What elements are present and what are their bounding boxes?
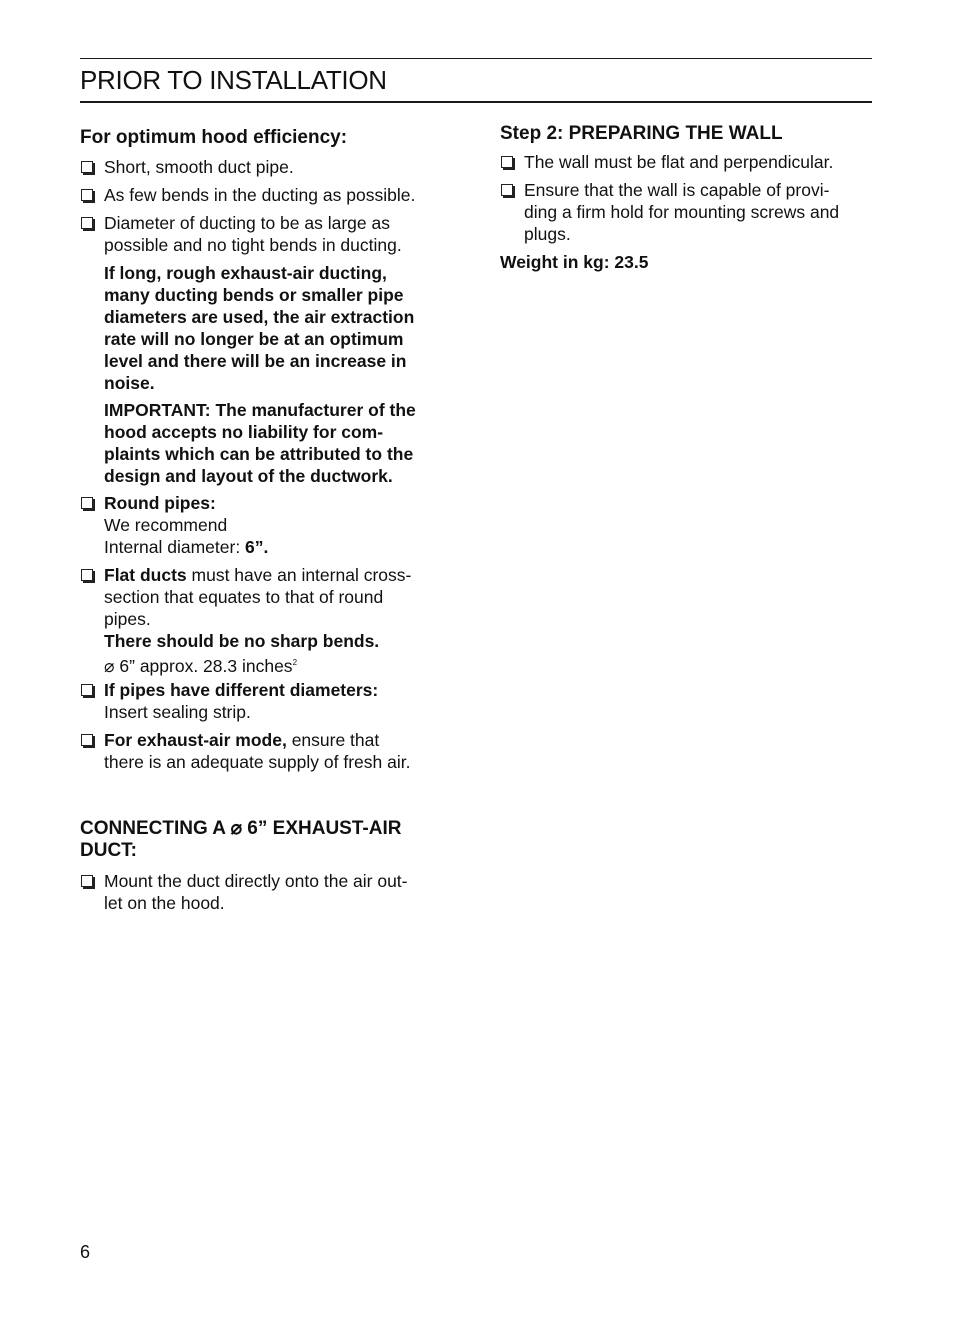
header-top-rule xyxy=(80,58,872,59)
weight-label: Weight in kg: 23.5 xyxy=(500,252,649,272)
list-item: Ensure that the wall is capable of provi- ding a firm hold for mounting screws and plugs. xyxy=(500,179,880,245)
checkbox-bullet-icon xyxy=(81,734,93,746)
checkbox-bullet-icon xyxy=(81,217,93,229)
list-item: Short, smooth duct pipe. xyxy=(80,156,452,178)
important-note: IMPORTANT: The manufacturer of the hood accepts no liability for com- plaints which can be attributed to the design and layout of the ductwork. xyxy=(104,400,416,486)
list-item-exhaust-mode: For exhaust-air mode, ensure that there is an adequate supply of fresh air. xyxy=(80,729,452,773)
section-heading-wall: Step 2: PREPARING THE WALL xyxy=(500,123,783,144)
list-item: Diameter of ducting to be as large as possible and no tight bends in ducting. xyxy=(80,212,452,256)
section-heading-efficiency: For optimum hood efficiency: xyxy=(80,127,348,148)
header-bottom-rule xyxy=(80,101,872,103)
checkbox-bullet-icon xyxy=(81,497,93,509)
list-item: As few bends in the ducting as possible. xyxy=(80,184,452,206)
checkbox-bullet-icon xyxy=(501,184,513,196)
page-title: PRIOR TO INSTALLATION xyxy=(80,65,387,95)
list-item: The wall must be flat and perpendicular. xyxy=(500,151,880,173)
warning-note: If long, rough exhaust-air ducting, many ducting bends or smaller pipe diameters are used, the air extraction rate will no longer be at an optimum level and there will be an increase in noise. xyxy=(104,263,415,393)
page-number: 6 xyxy=(80,1242,91,1262)
checkbox-bullet-icon xyxy=(81,875,93,887)
list-item-flat-ducts: Flat ducts must have an internal cross- section that equates to that of round pipes. There should be no sharp bends. ⌀ 6” approx. 28.3 inches$^2$ xyxy=(80,564,452,677)
list-item-diameters: If pipes have different diameters: Insert sealing strip. xyxy=(80,679,452,723)
checkbox-bullet-icon xyxy=(81,569,93,581)
checkbox-bullet-icon xyxy=(501,156,513,168)
section-heading-connecting: CONNECTING A ⌀ 6” EXHAUST-AIR DUCT: xyxy=(80,818,402,861)
checkbox-bullet-icon xyxy=(81,189,93,201)
checkbox-bullet-icon xyxy=(81,684,93,696)
checkbox-bullet-icon xyxy=(81,161,93,173)
list-item-round-pipes: Round pipes: We recommend Internal diameter: 6”. xyxy=(80,492,452,558)
list-item: Mount the duct directly onto the air out- let on the hood. xyxy=(80,870,452,914)
